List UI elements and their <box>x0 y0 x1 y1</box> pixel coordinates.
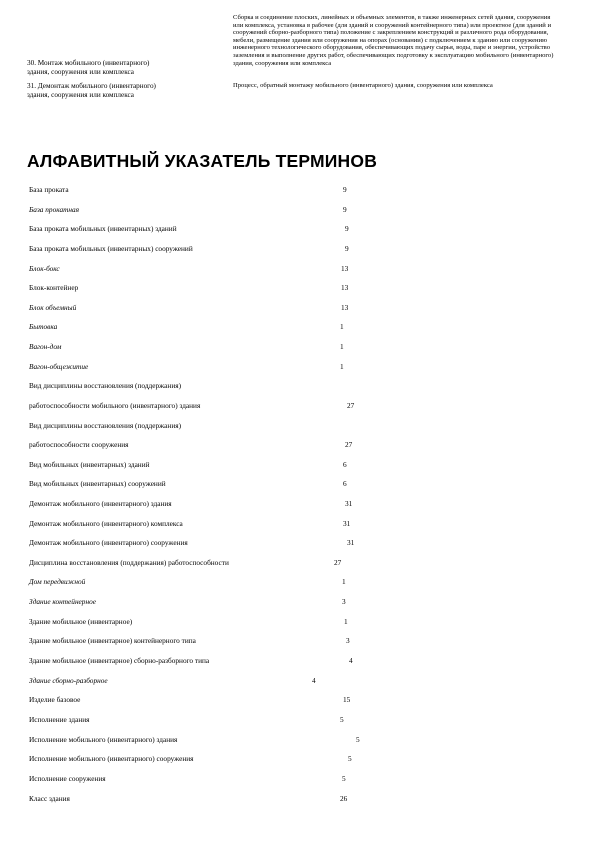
index-term: Вид дисциплины восстановления (поддержания) <box>29 381 182 390</box>
index-term: База прокатная <box>29 205 80 214</box>
index-term: Здание контейнерное <box>29 597 96 606</box>
index-title: АЛФАВИТНЫЙ УКАЗАТЕЛЬ ТЕРМИНОВ <box>27 151 378 171</box>
index-term: Дисциплина восстановления (поддержания) работоспособности <box>29 558 229 567</box>
index-term: База проката <box>29 185 69 194</box>
index-page: 31 <box>345 499 353 508</box>
index-term: Блок-контейнер <box>29 283 79 292</box>
index-page: 1 <box>342 577 346 586</box>
index-page: 1 <box>340 322 344 331</box>
index-page: 5 <box>340 715 344 724</box>
index-page: 31 <box>347 538 355 547</box>
index-page: 3 <box>342 597 346 606</box>
index-term: Вид мобильных (инвентарных) сооружений <box>29 479 166 488</box>
index-page: 5 <box>348 754 352 763</box>
index-page: 13 <box>341 283 349 292</box>
definition-text: Процесс, обратный монтажу мобильного (инвентарного) здания, сооружения или комплекса <box>233 82 493 90</box>
index-term: Демонтаж мобильного (инвентарного) комплекса <box>29 519 183 528</box>
index-page: 9 <box>343 205 347 214</box>
definition-row-30 <box>27 14 555 76</box>
index-term: Вид мобильных (инвентарных) зданий <box>29 460 150 469</box>
index-page: 13 <box>341 264 349 273</box>
index-term: Демонтаж мобильного (инвентарного) здания <box>29 499 172 508</box>
index-page: 4 <box>312 676 316 685</box>
definition-text: Сборка и соединение плоских, линейных и объемных элементов, в также инженерных сетей здания, сооружения или комплекса, установка в рабочее (для зданий и сооружений контейнерного типа) или проектное (для зданий и сооружений сборно-разборного типа) положение с закреплением конструкций и различного рода оборудования, мебели, размещение здания или сооружения на опорах (основании) с подключением к зданию или сооружению инженерного технологического оборудования, обеспечивающих подачу сырья, воды, паре и энергии, устройство заземления и выполнение других работ, обеспечивающих подготовку к эксплуатацию мобильного (инвентарного) здания, сооружения или комплекса <box>233 14 554 67</box>
index-page: 9 <box>345 244 349 253</box>
index-term: Изделие базовое <box>29 695 81 704</box>
index-page: 1 <box>340 342 344 351</box>
index-term: База проката мобильных (инвентарных) сооружений <box>29 244 193 253</box>
index-term: Блок объемный <box>29 303 77 312</box>
index-page: 26 <box>340 794 348 803</box>
index-term: Класс здания <box>29 794 70 803</box>
index-term: Вид дисциплины восстановления (поддержания) <box>29 421 182 430</box>
index-term: Демонтаж мобильного (инвентарного) сооружения <box>29 538 188 547</box>
index-page: 13 <box>341 303 349 312</box>
index-term: Дом передвижной <box>29 577 86 586</box>
index-term: Вагон-общежитие <box>29 362 89 371</box>
index-page: 31 <box>343 519 351 528</box>
index-term: База проката мобильных (инвентарных) зданий <box>29 224 177 233</box>
definitions-table <box>27 14 555 99</box>
index-term: Исполнение здания <box>29 715 90 724</box>
index-term: Бытовка <box>29 322 58 331</box>
index-page: 9 <box>343 185 347 194</box>
index-term: Блок-бокс <box>29 264 60 273</box>
index-page: 9 <box>345 224 349 233</box>
index-term: работоспособности мобильного (инвентарного) здания <box>29 401 201 410</box>
definition-row-31 <box>27 82 555 99</box>
index-term: Здание сборно-разборное <box>29 676 108 685</box>
index-page: 5 <box>356 735 360 744</box>
index-page: 27 <box>334 558 342 567</box>
index-term: Здание мобильное (инвентарное) <box>29 617 133 626</box>
index-page: 27 <box>347 401 355 410</box>
index-term: работоспособности сооружения <box>29 440 129 449</box>
index-term: Исполнение сооружения <box>29 774 106 783</box>
index-page: 1 <box>340 362 344 371</box>
index-term: Исполнение мобильного (инвентарного) сооружения <box>29 754 194 763</box>
index-page: 27 <box>345 440 353 449</box>
index-term: Здание мобильное (инвентарное) контейнерного типа <box>29 636 196 645</box>
index-page: 5 <box>342 774 346 783</box>
index-page: 15 <box>343 695 351 704</box>
definition-term: 31. Демонтаж мобильного (инвентарного) здания, сооружения или комплекса <box>27 82 156 99</box>
index-term: Исполнение мобильного (инвентарного) здания <box>29 735 178 744</box>
index-term: Здание мобильное (инвентарное) сборно-разборного типа <box>29 656 210 665</box>
definition-term: 30. Монтаж мобильного (инвентарного) здания, сооружения или комплекса <box>27 59 150 76</box>
index-term: Вагон-дом <box>29 342 62 351</box>
index-page: 1 <box>344 617 348 626</box>
index-page: 4 <box>349 656 353 665</box>
index-page: 6 <box>343 479 347 488</box>
index-page: 6 <box>343 460 347 469</box>
index-page: 3 <box>346 636 350 645</box>
